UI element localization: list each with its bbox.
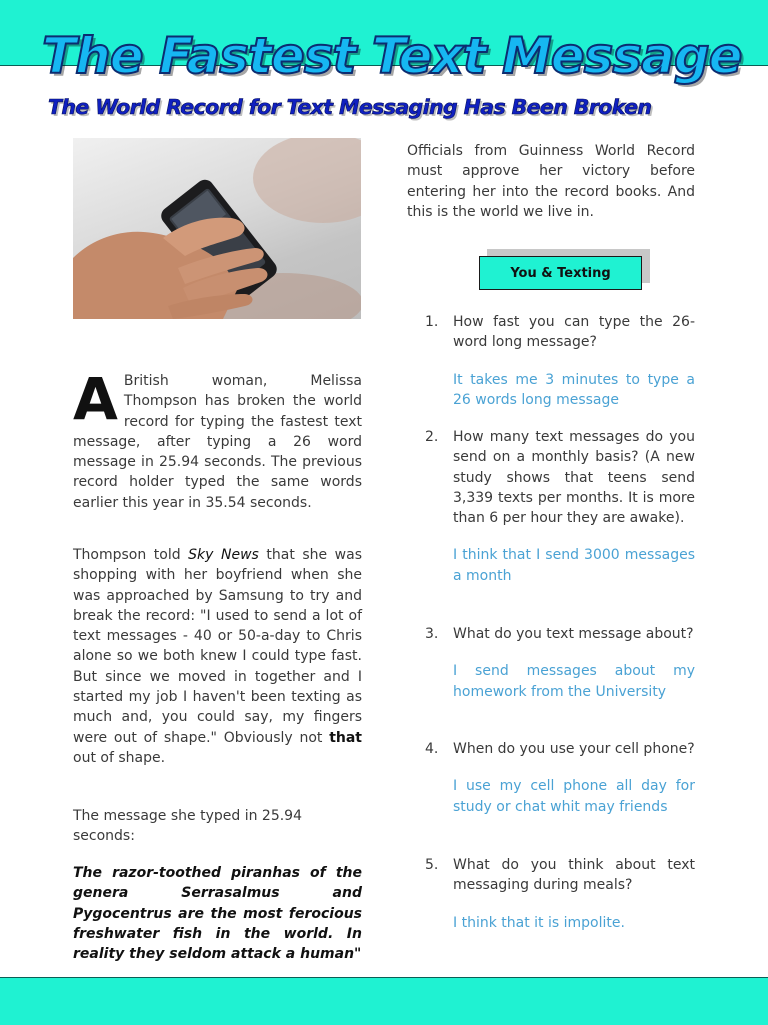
qa-item-3 <box>425 624 695 702</box>
qa-item-2 <box>425 427 695 586</box>
message-intro: The message she typed in 25.94 seconds: <box>73 808 302 845</box>
qa-item-1 <box>425 312 695 410</box>
sky-news-text: Sky News <box>188 547 259 563</box>
question-number: 4. <box>425 741 439 757</box>
told-text-2: that she was shopping with her boyfriend when she was approached by Samsung to try and break the record: "I used to send a lot of text messages - 40 or 50-a-day to Chris alone so we both knew I could type fast. But since we moved in together and I started my job I haven't been texting as much and, you could say, my fingers were out of shape." Obviously not <box>73 547 362 746</box>
question-text: What do you think about text messaging during meals? <box>453 857 695 894</box>
question-number: 1. <box>425 314 439 330</box>
hands-holding-phone-icon <box>73 138 361 319</box>
question-number: 3. <box>425 626 439 642</box>
footer-band <box>0 977 768 1025</box>
page-title: The Fastest Text Message <box>42 27 742 85</box>
page-subtitle: The World Record for Text Messaging Has Been Broken <box>48 95 652 119</box>
question-text: What do you text message about? <box>453 626 694 642</box>
told-text-1: Thompson told <box>73 547 189 563</box>
answer-text: I think that it is impolite. <box>453 914 625 931</box>
officials-paragraph: Officials from Guinness World Record must approve her victory before entering her into the record books. And this is the world we live in. <box>407 143 695 220</box>
answer-text: It takes me 3 minutes to type a 26 words long message <box>453 371 695 408</box>
question-number: 5. <box>425 857 439 873</box>
article-intro <box>73 365 362 513</box>
answer-text: I send messages about my homework from the University <box>453 663 695 700</box>
question-text: How fast you can type the 26-word long message? <box>453 314 695 351</box>
question-number: 2. <box>425 429 439 445</box>
intro-text: British woman, Melissa Thompson has broken the world record for typing the fastest text message, after typing a 26 word message in 25.94 seconds. The previous record holder typed the same words earlier this year in 35.54 seconds. <box>73 373 362 511</box>
article-quote-paragraph <box>73 545 362 768</box>
question-text: When do you use your cell phone? <box>453 741 695 757</box>
answer-text: I use my cell phone all day for study or chat whit may friends <box>453 778 695 815</box>
qa-item-4 <box>425 739 695 817</box>
qa-item-5 <box>425 855 695 933</box>
answer-text: I think that I send 3000 messages a month <box>453 547 695 584</box>
phone-photo <box>73 138 361 319</box>
told-text-3: out of shape. <box>73 749 166 766</box>
section-heading: You & Texting <box>479 256 642 290</box>
that-text: that <box>329 729 362 746</box>
record-message-quote: The razor-toothed piranhas of the genera Serrasalmus and Pygocentrus are the most ferocious freshwater fish in the world. In reality they seldom attack a human" <box>73 865 362 963</box>
question-text: How many text messages do you send on a monthly basis? (A new study shows that teens send 3,339 texts per months. It is more than 6 per hour they are awake). <box>453 429 695 527</box>
drop-cap: A <box>73 365 118 433</box>
